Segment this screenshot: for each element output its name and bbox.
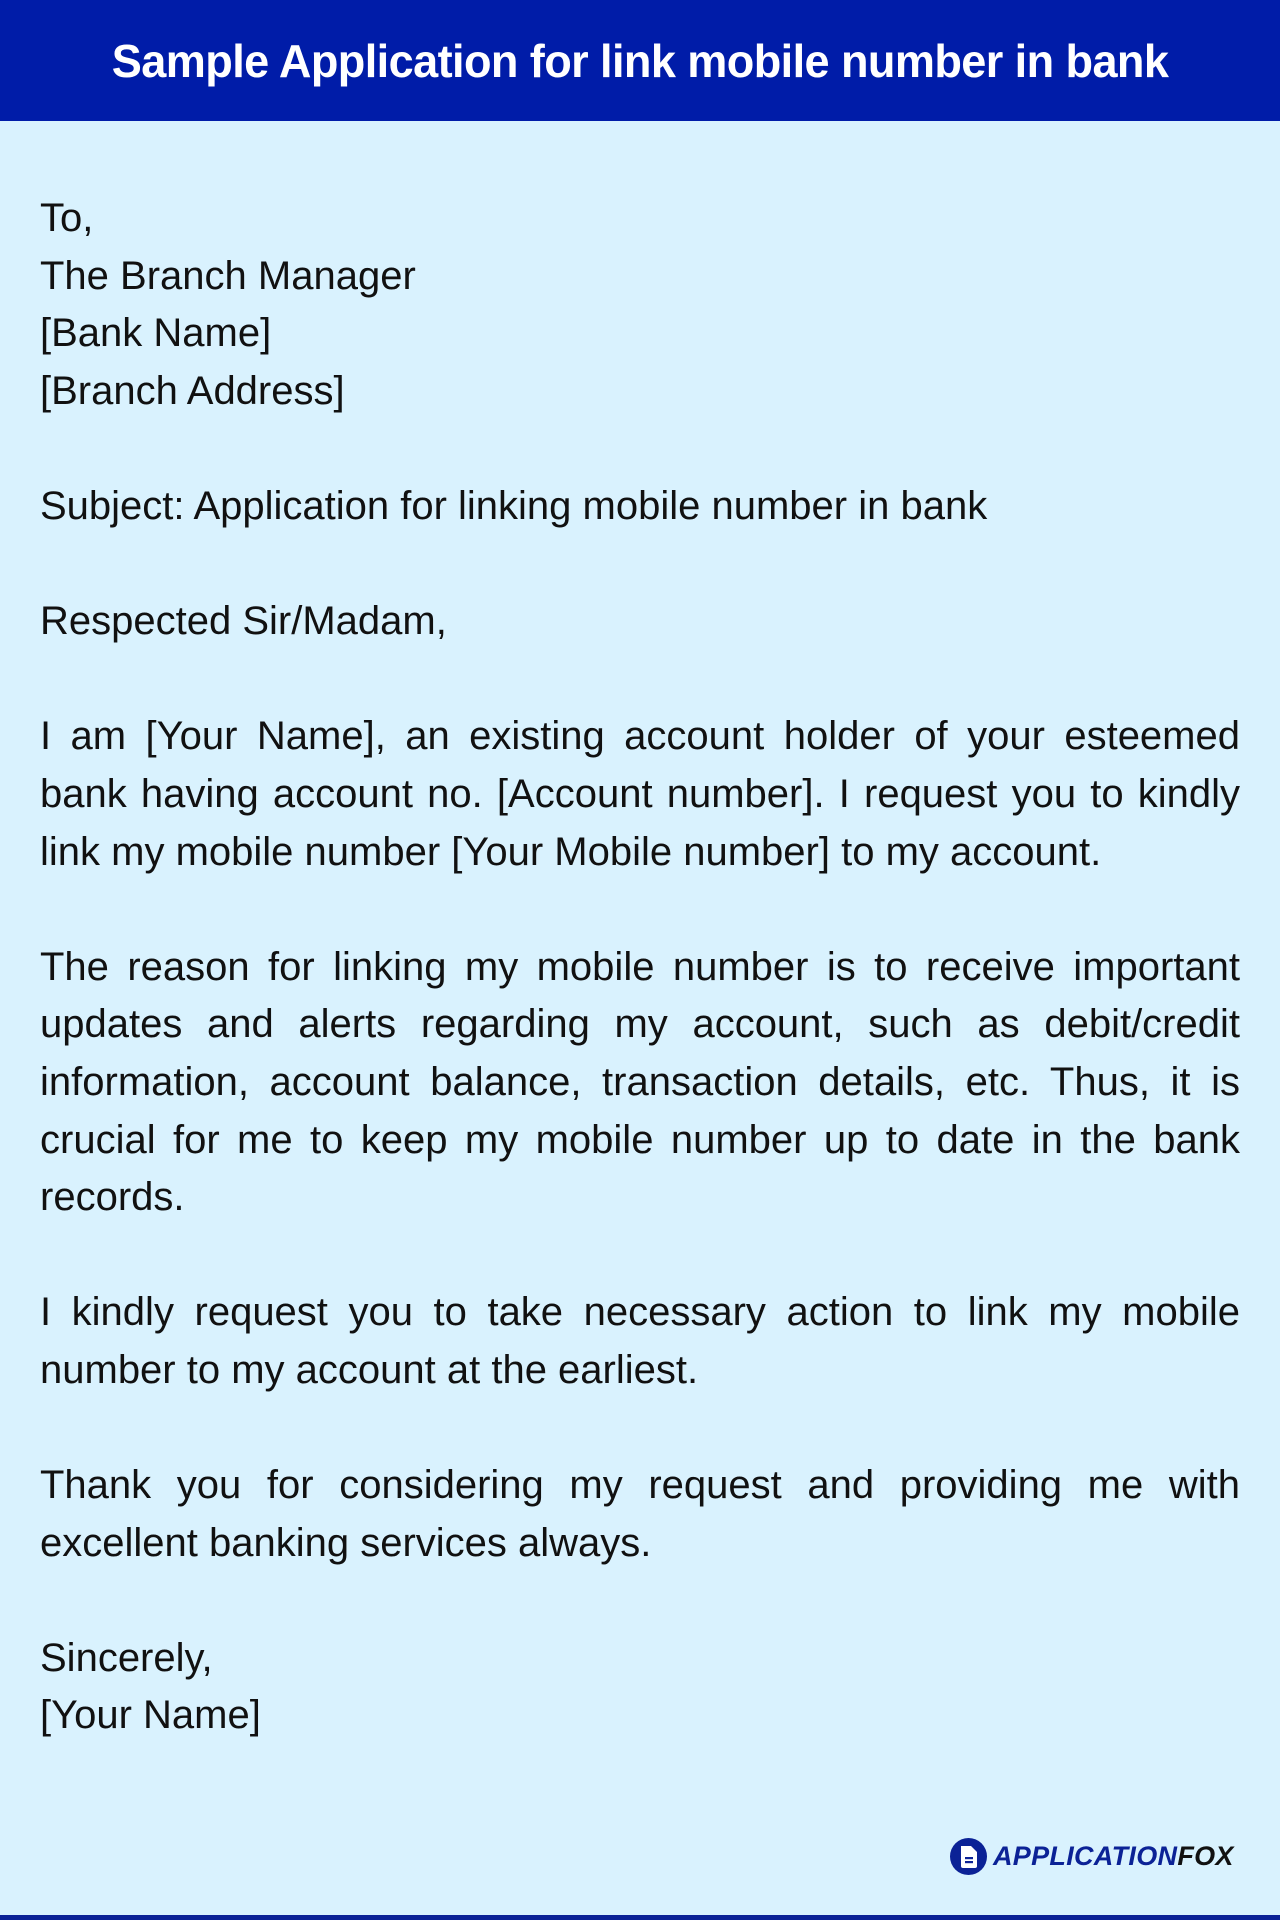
recipient-block [40, 190, 1240, 420]
paragraph: I am [Your Name], an existing account holder of your esteemed bank having account no. [Account number]. I request you to kindly link my mobile number [Your Mobile number] to my account. [40, 714, 1240, 874]
paragraph: The reason for linking my mobile number is to receive important updates and alerts regarding my account, such as debit/credit information, account balance, transaction details, etc. Thus, it is crucial for me to keep my mobile number up to date in the bank records. [40, 944, 1240, 1220]
subject-line: Subject: Application for linking mobile number in bank [40, 483, 988, 528]
paragraph: Thank you for considering my request and providing me with excellent banking services always. [40, 1463, 1240, 1565]
signature-block [40, 1630, 1240, 1745]
letter-body [40, 190, 1240, 1803]
bottom-border [0, 1915, 1280, 1920]
document-icon [950, 1838, 987, 1875]
logo-text-application: APPLICATION [993, 1841, 1178, 1871]
logo-wordmark [993, 1841, 1234, 1872]
applicationfox-logo [950, 1838, 1234, 1875]
salutation: Respected Sir/Madam, [40, 599, 447, 644]
paragraph: I kindly request you to take necessary action to link my mobile number to my account at the earliest. [40, 1290, 1240, 1392]
recipient-line: [Branch Address] [40, 368, 345, 413]
recipient-line: [Bank Name] [40, 311, 272, 356]
recipient-line: To, [40, 196, 94, 240]
recipient-line: The Branch Manager [40, 253, 416, 298]
header-banner [0, 0, 1280, 121]
signature: [Your Name] [40, 1693, 261, 1738]
closing: Sincerely, [40, 1635, 213, 1680]
page-title: Sample Application for link mobile number in bank [111, 34, 1169, 87]
logo-text-fox: FOX [1177, 1841, 1234, 1871]
